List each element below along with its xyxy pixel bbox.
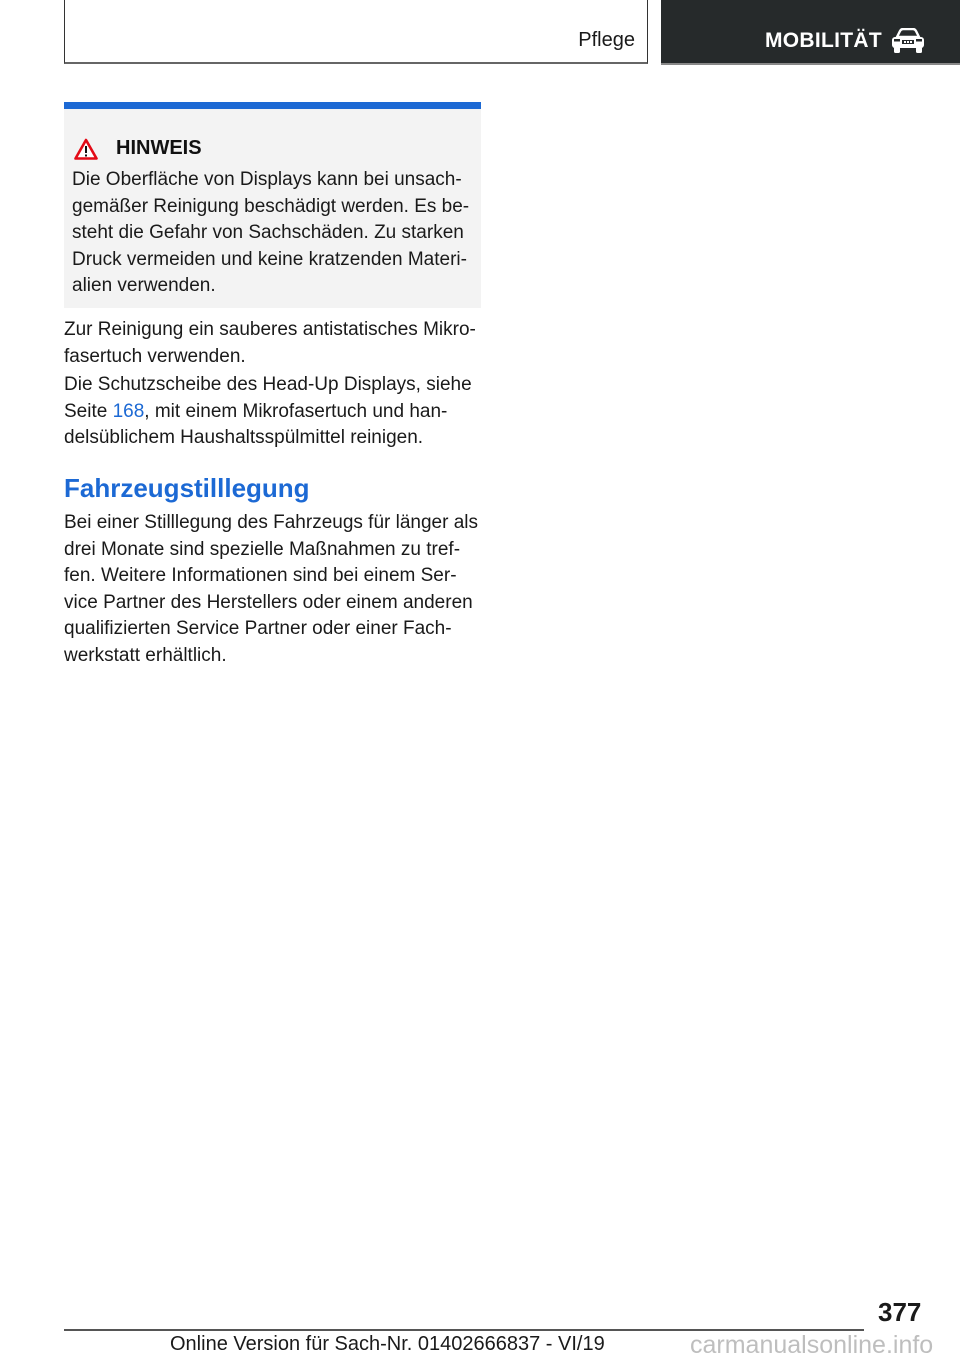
text-line-with-link [64, 399, 484, 426]
text-line: drei Monate sind spezielle Maßnahmen zu tref- [64, 538, 461, 560]
chapter-title: MOBILITÄT [765, 29, 883, 52]
text-line: werkstatt erhältlich. [64, 644, 227, 666]
text-line: qualifizierten Service Partner oder einer Fach- [64, 618, 452, 639]
header-section-tab [64, 0, 648, 64]
text-line: fasertuch verwenden. [64, 345, 246, 367]
text-fragment: Seite [64, 400, 113, 422]
text-line: vice Partner des Herstellers oder einem anderen [64, 591, 473, 613]
header-chapter-tab [661, 0, 960, 65]
text-line: delsüblichem Haushaltsspülmittel reinigen. [64, 427, 424, 448]
paragraph-vehicle-storage [64, 510, 484, 669]
notice-title-row [74, 137, 202, 160]
text-line: Die Schutzscheibe des Head-Up Displays, siehe [64, 374, 472, 395]
paragraph-head-up-display [64, 372, 484, 452]
footer-version-text: Online Version für Sach-Nr. 01402666837 - VI/19 [170, 1333, 605, 1355]
text-fragment: , mit einem Mikrofasertuch und han- [144, 400, 448, 422]
page-number: 377 [878, 1297, 922, 1327]
notice-line: gemäßer Reinigung beschädigt werden. Es be- [72, 195, 470, 217]
notice-body [72, 167, 477, 300]
notice-box [64, 102, 481, 308]
text-line: Zur Reinigung ein sauberes antistatisches Mikro- [64, 319, 476, 340]
notice-line: steht die Gefahr von Sachschäden. Zu starken [72, 222, 464, 243]
notice-line: Druck vermeiden und keine kratzenden Materi- [72, 248, 467, 270]
car-icon [890, 28, 926, 54]
warning-triangle-icon [74, 138, 98, 160]
notice-line: Die Oberfläche von Displays kann bei unsach- [72, 169, 462, 190]
section-title: Pflege [578, 29, 635, 51]
text-line: Bei einer Stilllegung des Fahrzeugs für länger als [64, 512, 479, 533]
page-reference-link[interactable]: 168 [112, 400, 145, 422]
watermark: carmanualsonline.info [690, 1331, 934, 1359]
text-line: fen. Weitere Informationen sind bei einem Ser- [64, 565, 457, 586]
notice-line: alien verwenden. [72, 275, 216, 296]
notice-title: HINWEIS [116, 137, 202, 159]
section-heading: Fahrzeugstilllegung [64, 473, 310, 503]
paragraph-cleaning-cloth [64, 317, 484, 370]
